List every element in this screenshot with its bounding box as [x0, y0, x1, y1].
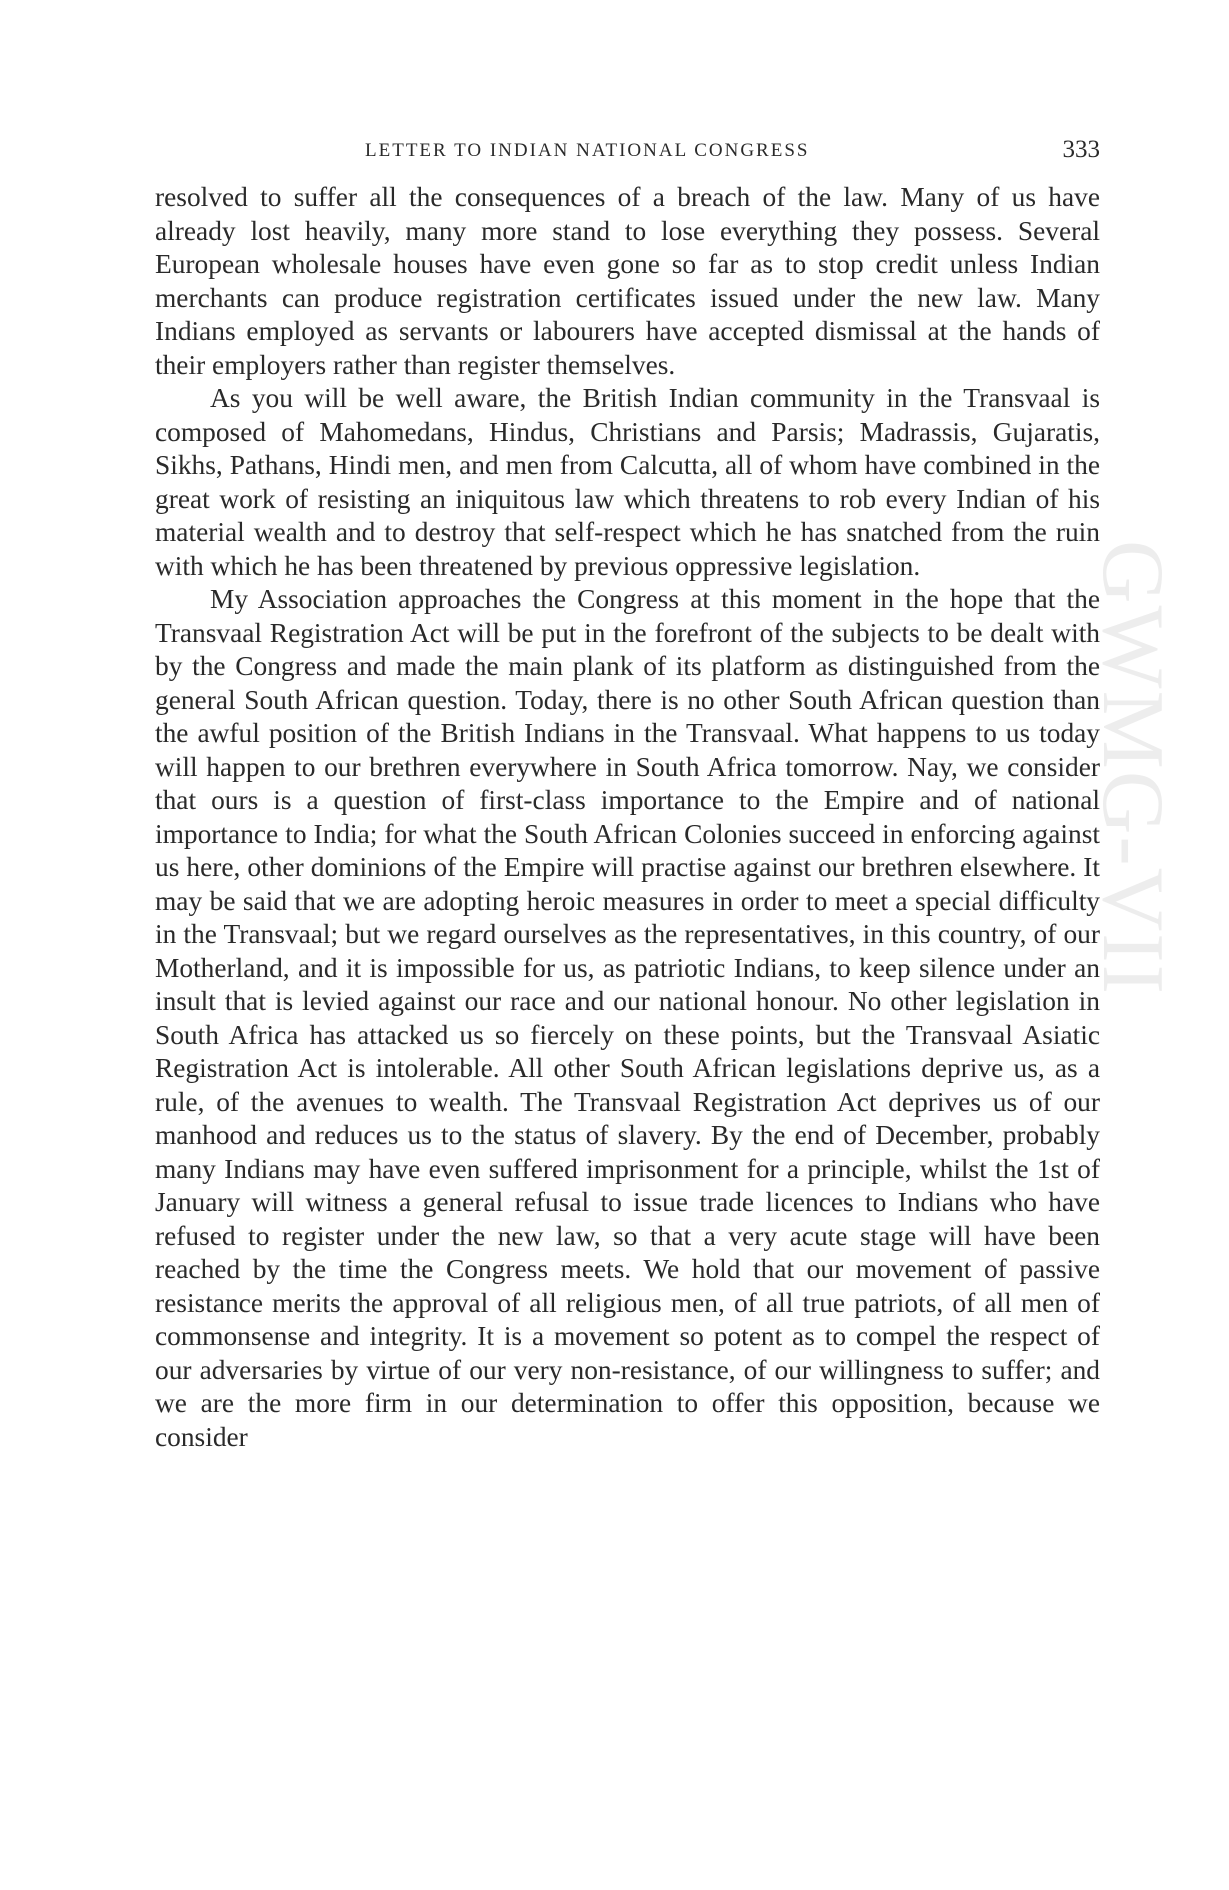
page-number: 333 [1062, 136, 1100, 163]
paragraph: resolved to suffer all the consequences of a breach of the law. Many of us have already lost heavily, many more stand to lose everything they possess. Several European wholesale houses have even gone so far as to stop credit unless Indian merchants can produce registration certificates issued under the new law. Many Indians employed as servants or labourers have accepted dismissal at the hands of their employers rather than register themselves. [155, 182, 1100, 380]
body-text [155, 181, 1100, 1454]
page-header [155, 136, 1100, 170]
running-head: LETTER TO INDIAN NATIONAL CONGRESS [365, 140, 810, 161]
paragraph: As you will be well aware, the British Indian community in the Transvaal is composed of Mahomedans, Hindus, Christians and Parsis; Madrassis, Gujaratis, Sikhs, Pathans, Hindi men, and men from Calcutta, all of whom have combined in the great work of resisting an iniquitous law which threatens to rob every Indian of his material wealth and to destroy that self-respect which he has snatched from the ruin with which he has been threatened by previous oppressive legislation. [155, 383, 1100, 581]
watermark [1084, 540, 1185, 1360]
paragraph: My Association approaches the Congress at this moment in the hope that the Transvaal Registration Act will be put in the forefront of the subjects to be dealt with by the Congress and made the main plank of its platform as distinguished from the general South African question. Today, there is no other South African question than the awful position of the British Indians in the Transvaal. What happens to us today will happen to our brethren everywhere in South Africa tomorrow. Nay, we consider that ours is a question of first-class importance to the Empire and of national importance to India; for what the South African Colonies succeed in enforcing against us here, other dominions of the Empire will practise against our brethren elsewhere. It may be said that we are adopting heroic measures in order to meet a special difficulty in the Transvaal; but we regard ourselves as the representatives, in this country, of our Motherland, and it is impossible for us, as patriotic Indians, to keep silence under an insult that is levied against our race and our national honour. No other legislation in South Africa has attacked us so fiercely on these points, but the Transvaal Asiatic Registration Act is intolerable. All other South African legislations deprive us, as a rule, of the avenues to wealth. The Transvaal Registration Act deprives us of our manhood and reduces us to the status of slavery. By the end of December, probably many Indians may have even suffered imprisonment for a principle, whilst the 1st of January will witness a general refusal to issue trade licences to Indians who have refused to register under the new law, so that a very acute stage will have been reached by the time the Congress meets. We hold that our movement of passive resistance merits the approval of all religious men, of all true patriots, of all men of commonsense and integrity. It is a movement so potent as to compel the respect of our adversaries by virtue of our very non-resistance, of our willingness to suffer; and we are the more firm in our determination to offer this opposition, because we consider [155, 584, 1100, 1452]
watermark-text: GWMG-VII [1084, 540, 1181, 996]
